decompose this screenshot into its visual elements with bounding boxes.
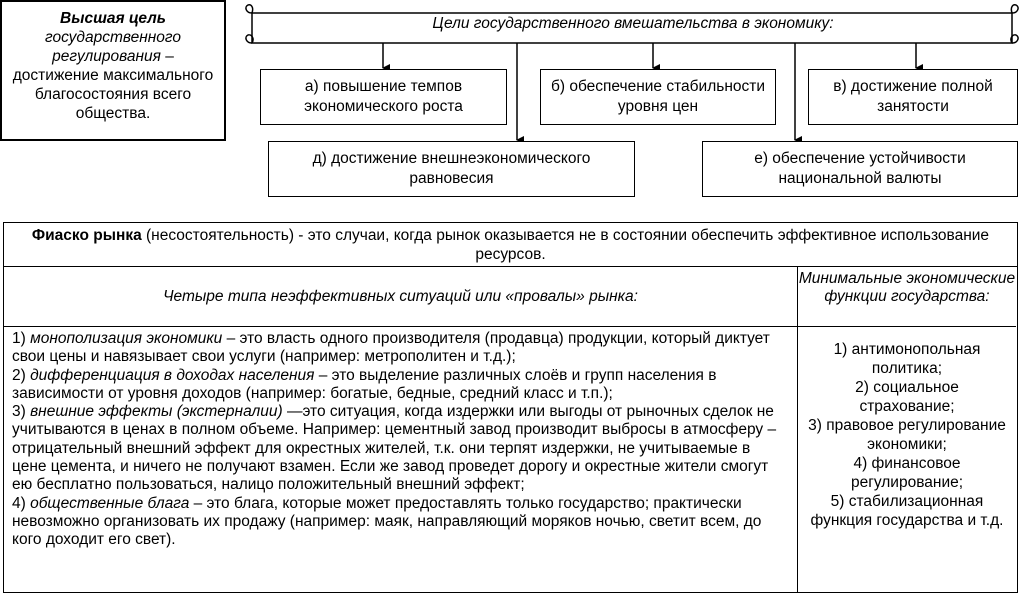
goals-title-text: Цели государственного вмешательства в экономику: <box>432 15 834 32</box>
type-item: 1) монополизация экономики – это власть одного производителя (продавца) продукции, который диктует свои цены и навязывает свои услуги (например: метрополитен и т.д.); <box>12 330 770 366</box>
goal-italic: государственного регулирования <box>44 29 182 65</box>
goal-e-box <box>702 141 1018 197</box>
goal-rest: – достижение максимального благосостояния всего общества. <box>12 48 214 122</box>
goal-c-label: в) достижение полной занятости <box>833 78 993 115</box>
function-item: 3) правовое регулирование экономики; <box>808 417 1006 453</box>
type-item: 3) внешние эффекты (экстерналии) —это ситуация, когда издержки или выгоды от рыночных сделок не учитываются в ценах в полном объеме. Например: цементный завод производит выбросы в атмосферу – отрицательный внешний эффект для окрестных жителей, т.к. они терпят издержки, не учитываемые в цене цемента, и ничего не получают взамен. Если же завод проведет дорогу и окрестные жители смогут ею бесплатно пользоваться, налицо положительный внешний эффект; <box>12 403 777 494</box>
function-item: 4) финансовое регулирование; <box>850 455 964 491</box>
fiasco-definition <box>4 223 1017 267</box>
goal-c-box <box>808 69 1018 125</box>
function-item: 2) социальное страхование; <box>855 379 959 415</box>
goal-e-label: е) обеспечение устойчивости национальной валюты <box>754 150 966 187</box>
functions-list <box>798 327 1016 592</box>
functions-header: Минимальные экономические функции государства: <box>798 267 1016 327</box>
types-list <box>4 327 798 592</box>
goal-a-box <box>260 69 507 125</box>
types-header: Четыре типа неэффективных ситуаций или «провалы» рынка: <box>4 267 798 327</box>
market-failure-table <box>3 222 1018 593</box>
goal-bold: Высшая цель <box>60 10 166 27</box>
function-item: 1) антимонопольная политика; <box>833 341 981 377</box>
type-item: 2) дифференциация в доходах населения – это выделение различных слоёв и групп населения в зависимости от уровня доходов (например: богатые, бедные, средний класс и т.п.); <box>12 366 717 402</box>
fiasco-term: Фиаско рынка <box>31 227 142 244</box>
goal-b-box <box>540 69 776 125</box>
function-item: 5) стабилизационная функция государства и т.д. <box>810 493 1004 529</box>
type-item: 4) общественные блага – это блага, которые может предоставлять только государство; практически невозможно организовать их продажу (например: маяк, направляющий моряков ночью, светит всем, до кого доходит его свет). <box>12 494 762 549</box>
goal-b-label: б) обеспечение стабильности уровня цен <box>550 78 766 115</box>
goal-d-box <box>268 141 635 197</box>
goals-title <box>248 5 1018 43</box>
goal-a-label: а) повышение темпов экономического роста <box>304 78 463 115</box>
fiasco-text: (несостоятельность) - это случаи, когда рынок оказывается не в состоянии обеспечить эффективное использование ресурсов. <box>141 227 990 263</box>
goal-d-label: д) достижение внешнеэкономического равновесия <box>312 150 591 187</box>
